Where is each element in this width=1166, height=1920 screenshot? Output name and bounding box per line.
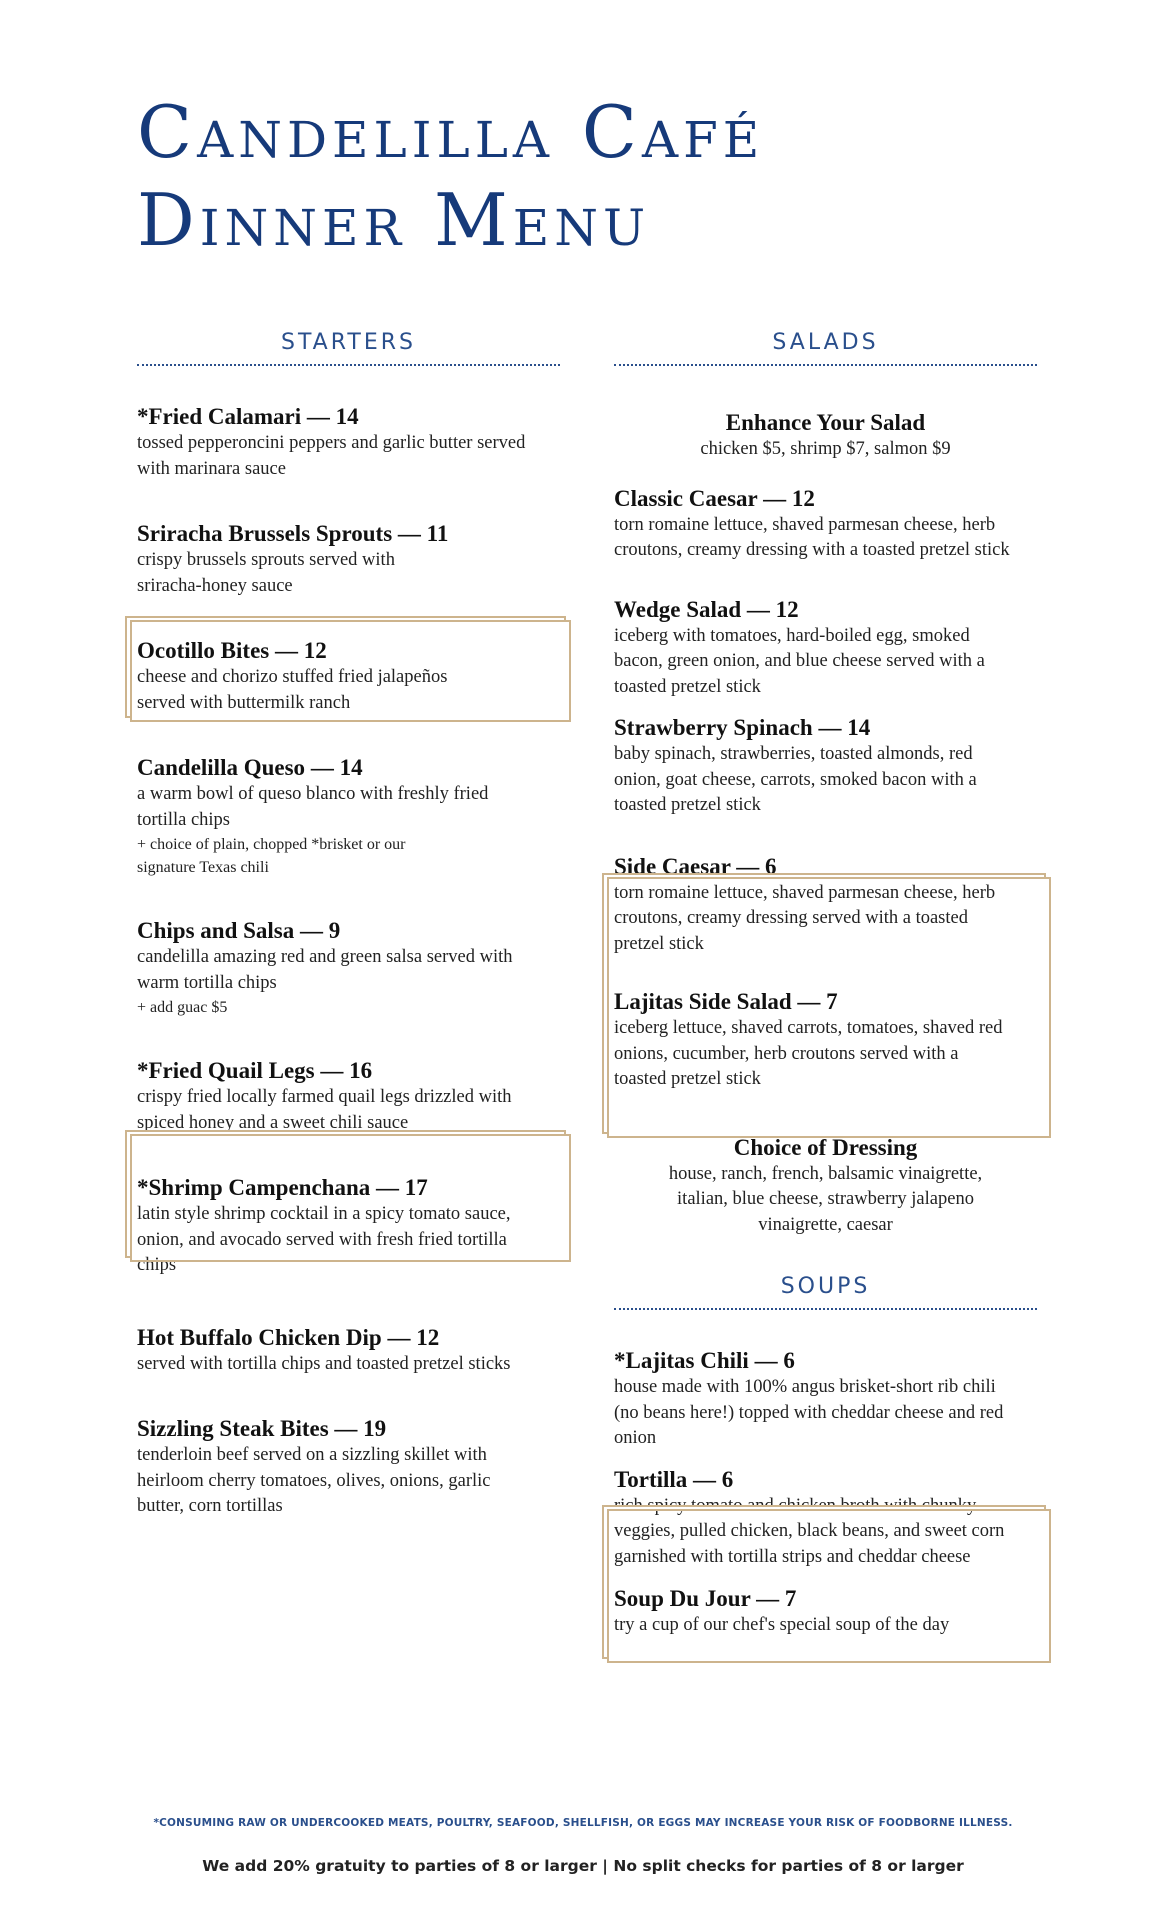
enhance-salad <box>614 408 1037 463</box>
item-description: rich spicy tomato and chicken broth with chunky veggies, pulled chicken, black beans, and sweet corn garnished with tortilla strips and cheddar cheese <box>614 1495 1005 1567</box>
item-name: Lajitas Side Salad <box>614 989 792 1014</box>
item-description: iceberg lettuce, shaved carrots, tomatoes, shaved red onions, cucumber, herb croutons served with a toasted pretzel stick <box>614 1018 1003 1089</box>
enhance-description: chicken $5, shrimp $7, salmon $9 <box>700 439 951 459</box>
soups-heading: SOUPS <box>780 1274 871 1299</box>
highlight-frame-tortilla-soup <box>607 1509 1051 1663</box>
starters-heading: STARTERS <box>280 330 417 355</box>
item-price: 14 <box>339 755 363 780</box>
dressing-description: house, ranch, french, balsamic vinaigrette, italian, blue cheese, strawberry jalapeno vinaigrette, caesar <box>668 1163 983 1235</box>
menu-title <box>137 88 764 264</box>
item-name: Soup Du Jour <box>614 1586 751 1611</box>
menu-item: Strawberry Spinach — 14 baby spinach, strawberries, toasted almonds, red onion, goat cheese, carrots, smoked bacon with a toasted pretzel stick <box>614 713 1037 819</box>
item-name: Strawberry Spinach <box>614 715 813 740</box>
menu-item: Classic Caesar — 12 torn romaine lettuce, shaved parmesan cheese, herb croutons, creamy dressing with a toasted pretzel stick <box>614 484 1037 564</box>
item-description: iceberg with tomatoes, hard-boiled egg, smoked bacon, green onion, and blue cheese served with a toasted pretzel stick <box>614 625 985 697</box>
item-name: *Lajitas Chili <box>614 1348 749 1373</box>
item-name: Sriracha Brussels Sprouts <box>137 521 393 546</box>
gratuity-policy: We add 20% gratuity to parties of 8 or larger | No split checks for parties of 8 or larger <box>202 1857 964 1875</box>
item-description: house made with 100% angus brisket-short rib chili (no beans here!) topped with cheddar cheese and red onion <box>614 1377 1004 1448</box>
item-description: cheese and chorizo stuffed fried jalapeños served with buttermilk ranch <box>137 667 448 713</box>
starters-divider <box>137 364 560 366</box>
salads-divider <box>614 364 1037 366</box>
soups-divider <box>614 1308 1037 1310</box>
item-name: *Shrimp Campenchana <box>137 1175 371 1200</box>
menu-item: Hot Buffalo Chicken Dip — 12 served with tortilla chips and toasted pretzel sticks <box>137 1323 560 1378</box>
item-price: 12 <box>791 485 815 511</box>
menu-item: *Shrimp Campenchana — 17 latin style shrimp cocktail in a spicy tomato sauce, onion, and avocado served with fresh fried tortilla chips <box>137 1173 560 1279</box>
item-price: 14 <box>847 715 871 740</box>
highlight-frame-ocotillo-bites <box>130 620 571 722</box>
item-description: a warm bowl of queso blanco with freshly fried tortilla chips <box>137 784 489 830</box>
menu-item: *Lajitas Chili — 6 house made with 100% angus brisket-short rib chili (no beans here!) topped with cheddar cheese and red onion <box>614 1346 1037 1452</box>
item-name: Sizzling Steak Bites <box>137 1416 329 1441</box>
item-note: + choice of plain, chopped *brisket or our signature Texas chili <box>137 836 406 876</box>
food-safety-warning: *CONSUMING RAW OR UNDERCOOKED MEATS, POULTRY, SEAFOOD, SHELLFISH, OR EGGS MAY INCREASE YOUR RISK OF FOODBORNE ILLNESS. <box>153 1817 1013 1829</box>
item-name: Candelilla Queso <box>137 755 306 780</box>
item-price: 6 <box>721 1466 734 1492</box>
menu-item: Lajitas Side Salad — 7 iceberg lettuce, shaved carrots, tomatoes, shaved red onions, cucumber, herb croutons served with a toasted pretzel stick <box>614 987 1037 1093</box>
item-price: 12 <box>303 638 327 663</box>
item-price: 6 <box>765 853 777 879</box>
item-name: Tortilla <box>614 1466 688 1492</box>
menu-item: *Fried Quail Legs — 16 crispy fried locally farmed quail legs drizzled with spiced honey and a sweet chili sauce <box>137 1056 560 1136</box>
item-price: 9 <box>328 918 341 943</box>
item-description: tossed pepperoncini peppers and garlic butter served with marinara sauce <box>137 433 526 479</box>
item-name: Chips and Salsa <box>137 918 295 943</box>
item-price: 11 <box>426 521 449 546</box>
item-name: Classic Caesar <box>614 485 758 511</box>
item-name: Hot Buffalo Chicken Dip <box>137 1324 382 1350</box>
item-price: 6 <box>783 1348 795 1373</box>
item-price: 19 <box>363 1416 387 1441</box>
item-description: try a cup of our chef's special soup of the day <box>614 1615 950 1635</box>
item-price: 7 <box>784 1586 797 1611</box>
item-price: 7 <box>826 989 838 1014</box>
item-name: *Fried Quail Legs <box>137 1058 315 1083</box>
menu-item: Soup Du Jour — 7 try a cup of our chef's special soup of the day <box>614 1584 1037 1639</box>
salads-heading: SALADS <box>772 330 879 355</box>
menu-item: Chips and Salsa — 9 candelilla amazing red and green salsa served with warm tortilla chips + add guac $5 <box>137 916 560 1019</box>
item-name: Wedge Salad <box>614 596 742 622</box>
item-description: torn romaine lettuce, shaved parmesan cheese, herb croutons, creamy dressing served with a toasted pretzel stick <box>614 882 996 954</box>
item-name: Ocotillo Bites <box>137 638 270 663</box>
item-description: crispy brussels sprouts served with sriracha-honey sauce <box>137 550 395 596</box>
menu-item: *Fried Calamari — 14 tossed pepperoncini peppers and garlic butter served with marinara sauce <box>137 402 560 482</box>
item-price: 12 <box>416 1324 440 1350</box>
menu-item: Candelilla Queso — 14 a warm bowl of queso blanco with freshly fried tortilla chips + choice of plain, chopped *brisket or our signature Texas chili <box>137 753 560 879</box>
item-description: crispy fried locally farmed quail legs drizzled with spiced honey and a sweet chili sauce <box>137 1087 512 1133</box>
starters-section <box>137 328 560 1520</box>
menu-item: Ocotillo Bites — 12 cheese and chorizo stuffed fried jalapeños served with buttermilk ranch <box>137 636 560 716</box>
menu-item: Sizzling Steak Bites — 19 tenderloin beef served on a sizzling skillet with heirloom cherry tomatoes, olives, onions, garlic butter, corn tortillas <box>137 1414 560 1520</box>
item-price: 14 <box>335 404 359 429</box>
item-price: 12 <box>775 596 799 622</box>
item-description: served with tortilla chips and toasted pretzel sticks <box>137 1353 511 1374</box>
title-line-1: Candelilla Café <box>137 90 765 174</box>
dressing-title: Choice of Dressing <box>733 1134 918 1160</box>
menu-item: Wedge Salad — 12 iceberg with tomatoes, hard-boiled egg, smoked bacon, green onion, and blue cheese served with a toasted pretzel stick <box>614 595 1037 701</box>
item-description: candelilla amazing red and green salsa served with warm tortilla chips <box>137 947 513 993</box>
item-price: 17 <box>404 1175 428 1200</box>
highlight-frame-side-salads <box>607 877 1051 1138</box>
highlight-frame-shrimp-campenchana <box>130 1134 571 1262</box>
enhance-title: Enhance Your Salad <box>725 410 926 435</box>
menu-item: Tortilla — 6 rich spicy tomato and chicken broth with chunky veggies, pulled chicken, black beans, and sweet corn garnished with tortilla strips and cheddar cheese <box>614 1465 1037 1571</box>
item-name: *Fried Calamari <box>137 404 302 429</box>
title-line-2: Dinner Menu <box>137 178 651 262</box>
item-description: baby spinach, strawberries, toasted almonds, red onion, goat cheese, carrots, smoked bacon with a toasted pretzel stick <box>614 744 977 815</box>
menu-item: Side Caesar — 6 torn romaine lettuce, shaved parmesan cheese, herb croutons, creamy dressing served with a toasted pretzel stick <box>614 852 1037 958</box>
item-note: + add guac $5 <box>137 999 228 1016</box>
dressing-choices <box>614 1133 1037 1239</box>
item-name: Side Caesar <box>614 853 731 879</box>
menu-item: Sriracha Brussels Sprouts — 11 crispy brussels sprouts served with sriracha-honey sauce <box>137 519 560 599</box>
item-description: torn romaine lettuce, shaved parmesan cheese, herb croutons, creamy dressing with a toasted pretzel stick <box>614 514 1010 560</box>
item-price: 16 <box>349 1058 373 1083</box>
item-description: tenderloin beef served on a sizzling skillet with heirloom cherry tomatoes, olives, onions, garlic butter, corn tortillas <box>137 1445 491 1516</box>
item-description: latin style shrimp cocktail in a spicy tomato sauce, onion, and avocado served with fresh fried tortilla chips <box>137 1204 511 1275</box>
